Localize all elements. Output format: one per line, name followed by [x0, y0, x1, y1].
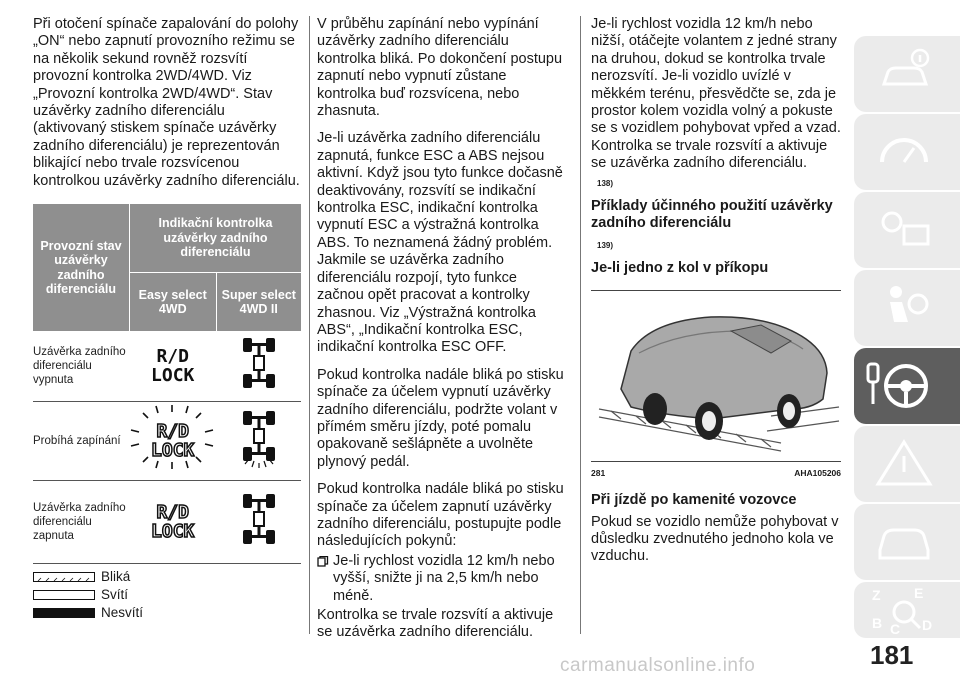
- svg-text:D: D: [922, 617, 933, 633]
- sidebar-tab-index[interactable]: [854, 582, 960, 638]
- column-divider: [580, 16, 581, 634]
- table-row: [33, 481, 301, 564]
- lights-climate-icon: [874, 204, 934, 254]
- index-letters-icon: [868, 584, 938, 638]
- column-1: [33, 16, 301, 622]
- drivetrain-off-icon: [239, 336, 279, 392]
- off-swatch: [33, 608, 95, 618]
- figure-number: 281: [591, 467, 606, 478]
- sidebar-tab-lights[interactable]: [854, 192, 960, 268]
- header-easy-select: Easy select 4WD: [129, 273, 216, 332]
- row-label: Probíhá zapínání: [33, 402, 129, 481]
- column-2: [317, 16, 567, 652]
- header-indicator: Indikační kontrolka uzávěrky zadního diferenciálu: [129, 204, 301, 273]
- rd-lock-off-icon: R/D LOCK: [151, 346, 195, 387]
- drivetrain-on-icon: [239, 492, 279, 548]
- legend-item: [33, 568, 301, 586]
- airbag-seat-icon: [874, 282, 934, 332]
- bullet-text: Je-li rychlost vozidla 12 km/h nebo vyšší, snižte ji na 2,5 km/h nebo méně.: [333, 552, 555, 604]
- sidebar-tab-safety[interactable]: [854, 270, 960, 346]
- sidebar-tab-starting-driving[interactable]: [854, 348, 960, 424]
- watermark: carmanualsonline.info: [560, 655, 756, 676]
- column-3: [591, 16, 841, 576]
- paragraph: Kontrolka se trvale rozsvítí a aktivuje se uzávěrka zadního diferenciálu.: [317, 607, 554, 641]
- bullet-marker-icon: [317, 556, 329, 568]
- svg-text:Z: Z: [872, 587, 881, 603]
- sidebar-tab-info[interactable]: [854, 36, 960, 112]
- info-car-icon: [874, 48, 934, 98]
- warning-triangle-icon: [874, 438, 934, 488]
- legend-label: Bliká: [101, 569, 131, 585]
- flashing-swatch-icon: [33, 572, 95, 582]
- footnote-ref: 139): [597, 240, 614, 250]
- rd-lock-flashing-icon: R/D LOCK: [151, 421, 195, 462]
- section-heading: Při jízdě po kamenité vozovce: [591, 492, 797, 509]
- legend-label: Nesvítí: [101, 605, 144, 621]
- paragraph: Pokud kontrolka nadále bliká po stisku spínače za účelem zapnutí uzávěrky zadního diferenciálu, postupujte podle následujících pokynů:: [317, 481, 564, 550]
- svg-text:B: B: [872, 615, 883, 631]
- bullet-item: [317, 553, 567, 605]
- paragraph: Je-li uzávěrka zadního diferenciálu zapnutá, funkce ESC a ABS nejsou aktivní. Když jsou tyto funkce dočasně deaktivovány, rozsvítí se indikační kontrolka ESC, indikační kontrolka vypnutí ESC a výstražná kontrolka ABS. To neznamená žádný problém. Jakmile se uzávěrka zadního diferenciálu rozpojí, tyto funkce začnou opět pracovat a kontrolky zhasnou. Viz „Výstražná kontrolka ABS“, „Indikační kontrolka ESC, indikační kontrolka ESC OFF.: [317, 130, 563, 356]
- dashboard-gauge-icon: [874, 126, 934, 176]
- header-super-select: Super select 4WD II: [216, 273, 301, 332]
- legend-item: [33, 604, 301, 622]
- paragraph: V průběhu zapínání nebo vypínání uzávěrky zadního diferenciálu kontrolka bliká. Po dokončení postupu zapnutí nebo vypnutí zůstane kontrolka buď rozsvícena, nebo zhasnuta.: [317, 16, 563, 120]
- section-heading: Příklady účinného použití uzávěrky zadního diferenciálu: [591, 198, 833, 232]
- paragraph: Je-li rychlost vozidla 12 km/h nebo nižší, otáčejte volantem z jedné strany na druhou, dokud se kontrolka trvale nerozsvítí. Je-li vozidlo uvízlé v měkkém terénu, přesvědčte se, zda je prostor kolem vozidla volný a pokuste se s vozidlem pohybovat vpřed a vzad. Kontrolka se trvale rozsvítí a aktivuje se uzávěrka zadního diferenciálu.: [591, 16, 841, 172]
- header-state: Provozní stav uzávěrky zadního diferenciálu: [33, 204, 129, 331]
- legend-item: [33, 586, 301, 604]
- page-number: 181: [870, 640, 914, 670]
- footnote-ref: 138): [597, 178, 614, 188]
- section-heading: Je-li jedno z kol v příkopu: [591, 260, 769, 277]
- figure-caption: [591, 461, 841, 482]
- svg-text:C: C: [890, 621, 901, 637]
- intro-paragraph: Při otočení spínače zapalování do polohy „ON“ nebo zapnutí provozního režimu se na několik sekund rovněž rozsvítí provozní kontrolka 2WD/4WD. Viz „Provozní kontrolka 2WD/4WD“. Stav uzávěrky zadního diferenciálu (aktivovaný stiskem spínače uzávěrky zadního diferenciálu) je reprezentován blikající nebo trvale rozsvícenou kontrolkou uzávěrky zadního diferenciálu.: [33, 16, 300, 189]
- row-label: Uzávěrka zadního diferenciálu vypnuta: [33, 331, 129, 402]
- sidebar-tab-dashboard[interactable]: [854, 114, 960, 190]
- figure-car-in-ditch: [591, 291, 841, 461]
- row-label: Uzávěrka zadního diferenciálu zapnuta: [33, 481, 129, 564]
- legend: [33, 568, 301, 622]
- car-service-icon: [874, 516, 934, 566]
- legend-label: Svítí: [101, 587, 129, 603]
- key-steering-wheel-icon: [864, 358, 934, 414]
- diff-lock-table: [33, 204, 301, 564]
- paragraph: Pokud se vozidlo nemůže pohybovat v důsledku zvednutého jednoho kola ve vzduchu.: [591, 513, 839, 565]
- lit-swatch: [33, 590, 95, 600]
- rd-lock-on-icon: R/D LOCK: [151, 502, 195, 543]
- sidebar-tab-service[interactable]: [854, 504, 960, 580]
- column-divider: [309, 16, 310, 634]
- paragraph: Pokud kontrolka nadále bliká po stisku spínače za účelem vypnutí uzávěrky zadního diferenciálu, podržte volant v přímém směru jízdy, poté pomalu opakovaně sešlápněte a uvolněte plynový pedál.: [317, 366, 564, 470]
- drivetrain-flashing-icon: [237, 409, 281, 469]
- figure-code: AHA105206: [794, 467, 841, 478]
- table-row: [33, 331, 301, 402]
- pickup-truck-illustration: [591, 291, 841, 461]
- svg-text:E: E: [914, 585, 924, 601]
- table-row: [33, 402, 301, 481]
- sidebar-tab-emergency[interactable]: [854, 426, 960, 502]
